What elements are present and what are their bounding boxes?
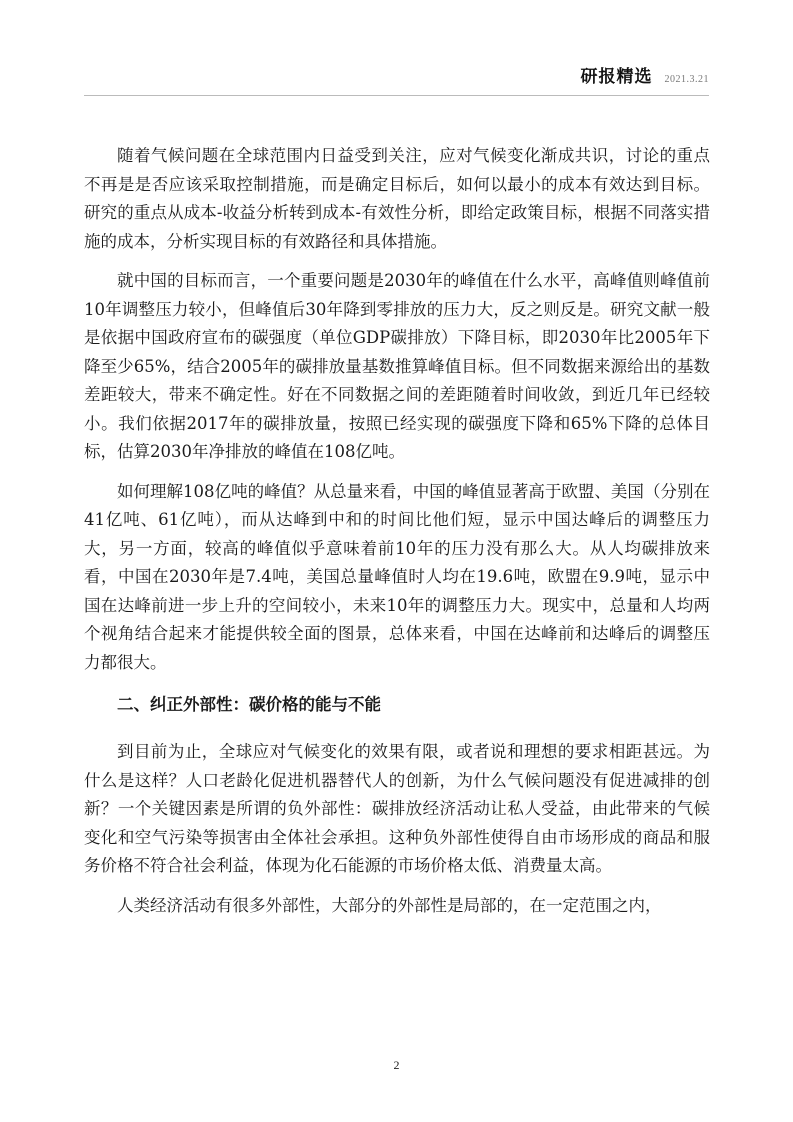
- paragraph: 如何理解108亿吨的峰值？从总量来看，中国的峰值显著高于欧盟、美国（分别在41亿吨、61亿吨），而从达峰到中和的时间比他们短，显示中国达峰后的调整压力大，另一方面，较高的峰值似乎意味着前10年的压力没有那么大。从人均碳排放来看，中国在2030年是7.4吨，美国总量峰值时人均在19.6吨，欧盟在9.9吨，显示中国在达峰前进一步上升的空间较小，未来10年的调整压力大。现实中，总量和人均两个视角结合起来才能提供较全面的图景，总体来看，中国在达峰前和达峰后的调整压力都很大。: [84, 481, 710, 672]
- paragraph: 就中国的目标而言，一个重要问题是2030年的峰值在什么水平，高峰值则峰值前10年调整压力较小，但峰值后30年降到零排放的压力大，反之则反是。研究文献一般是依据中国政府宣布的碳强度（单位GDP碳排放）下降目标，即2030年比2005年下降至少65%，结合2005年的碳排放量基数推算峰值目标。但不同数据来源给出的基数差距较大，带来不确定性。好在不同数据之间的差距随着时间收敛，到近几年已经较小。我们依据2017年的碳排放量，按照已经实现的碳强度下降和65%下降的总体目标，估算2030年净排放的峰值在108亿吨。: [84, 271, 710, 461]
- document-body: [84, 142, 710, 931]
- header-divider: [84, 95, 709, 96]
- page-header: [84, 62, 709, 90]
- section-heading: 二、纠正外部性：碳价格的能与不能: [117, 695, 381, 714]
- paragraph: 随着气候问题在全球范围内日益受到关注，应对气候变化渐成共识，讨论的重点不再是是否应该采取控制措施，而是确定目标后，如何以最小的成本有效达到目标。研究的重点从成本-收益分析转到成本-有效性分析，即给定政策目标，根据不同落实措施的成本，分析实现目标的有效路径和具体措施。: [84, 146, 710, 251]
- paragraph: 到目前为止，全球应对气候变化的效果有限，或者说和理想的要求相距甚远。为什么是这样？人口老龄化促进机器替代人的创新，为什么气候问题没有促进减排的创新？一个关键因素是所谓的负外部性：碳排放经济活动让私人受益，由此带来的气候变化和空气污染等损害由全体社会承担。这种负外部性使得自由市场形成的商品和服务价格不符合社会利益，体现为化石能源的市场价格太低、消费量太高。: [84, 742, 710, 875]
- page-number: 2: [393, 1058, 400, 1072]
- header-title: 研报精选: [580, 67, 653, 87]
- paragraph: 人类经济活动有很多外部性，大部分的外部性是局部的，在一定范围之内，: [117, 895, 662, 915]
- header-date: 2021.3.21: [664, 74, 709, 85]
